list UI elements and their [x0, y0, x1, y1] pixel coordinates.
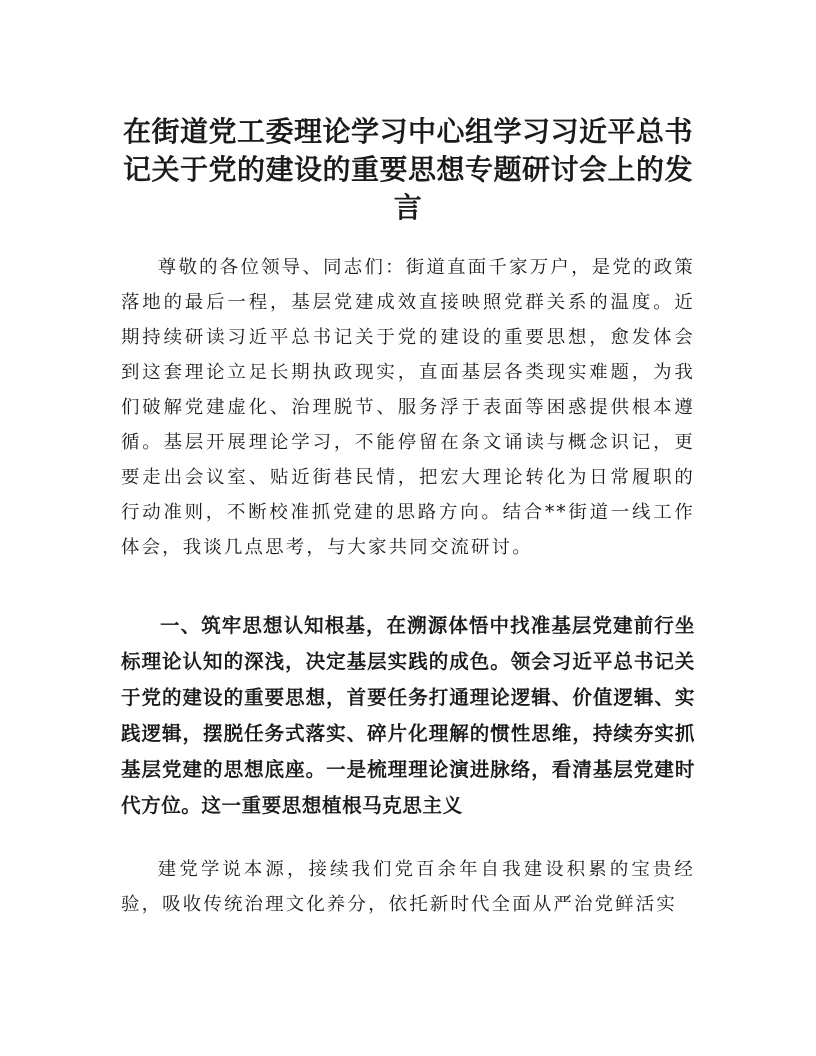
document-title: 在街道党工委理论学习中心组学习习近平总书记关于党的建设的重要思想专题研讨会上的发言: [122, 115, 693, 224]
opening-paragraph: 尊敬的各位领导、同志们：街道直面千家万户，是党的政策落地的最后一程，基层党建成效直接映照党群关系的温度。近期持续研读习近平总书记关于党的建设的重要思想，愈发体会到这套理论立足长期执政现实，直面基层各类现实难题，为我们破解党建虚化、治理脱节、服务浮于表面等困惑提供根本遵循。基层开展理论学习，不能停留在条文诵读与概念识记，更要走出会议室、贴近街巷民情，把宏大理论转化为日常履职的行动准则，不断校准抓党建的思路方向。结合**街道一线工作体会，我谈几点思考，与大家共同交流研讨。: [121, 257, 695, 558]
body-paragraph: 建党学说本源，接续我们党百余年自我建设积累的宝贵经验，吸收传统治理文化养分，依托新时代全面从严治党鲜活实: [121, 859, 695, 915]
section-one-paragraph: 一、筑牢思想认知根基，在溯源体悟中找准基层党建前行坐标理论认知的深浅，决定基层实践的成色。领会习近平总书记关于党的建设的重要思想，首要任务打通理论逻辑、价值逻辑、实践逻辑，摆脱任务式落实、碎片化理解的惯性思维，持续夯实抓基层党建的思想底座。一是梳理理论演进脉络，看清基层党建时代方位。这一重要思想植根马克思主义: [121, 614, 695, 817]
